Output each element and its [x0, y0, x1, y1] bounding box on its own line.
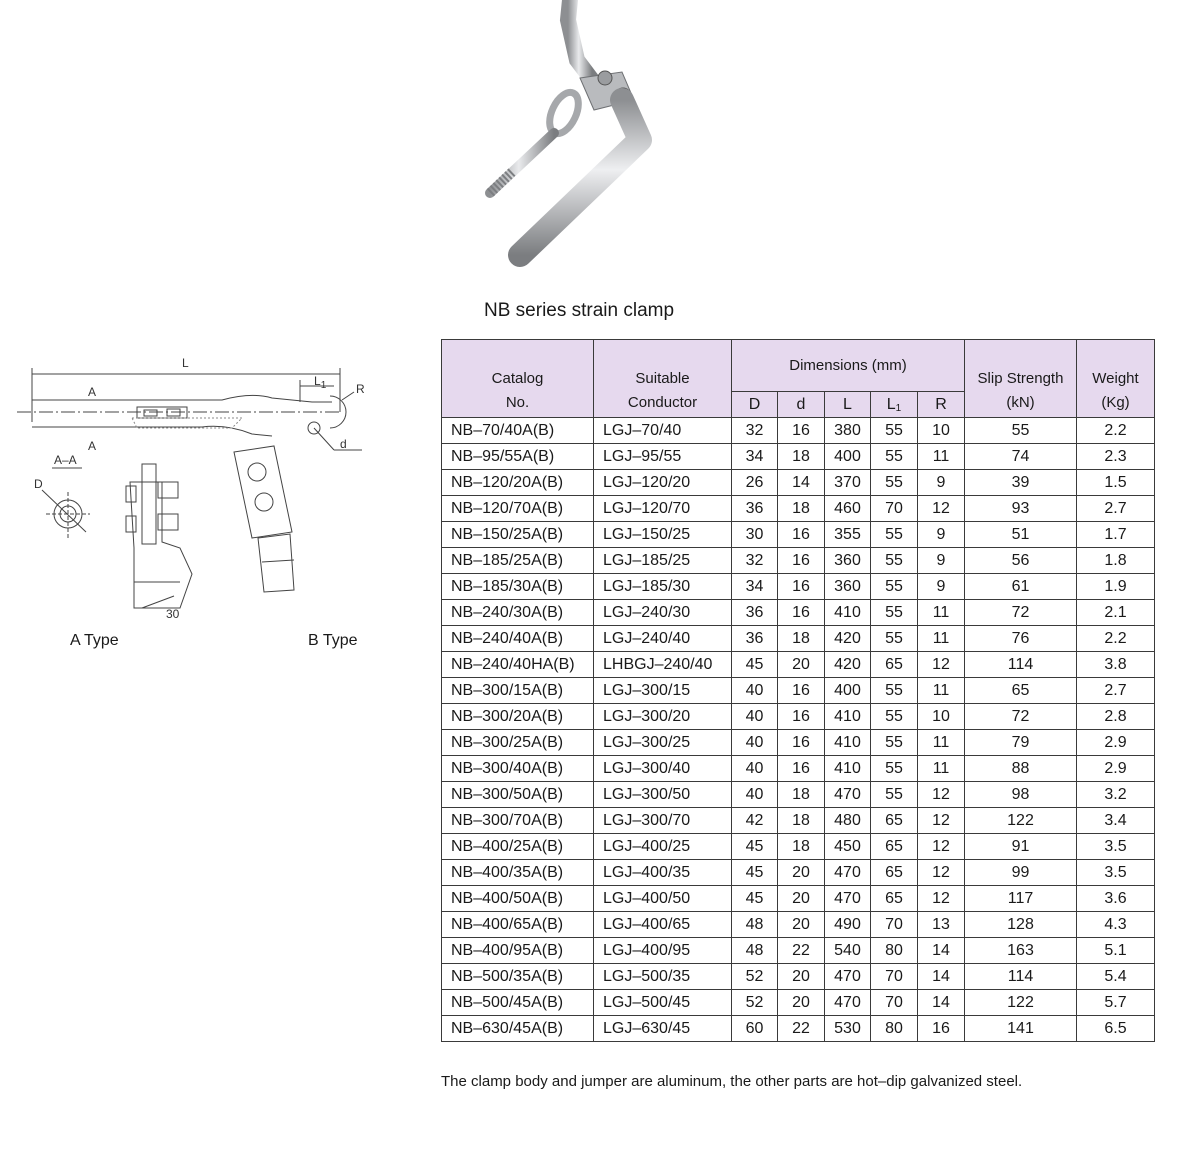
table-cell: 12 [918, 652, 965, 678]
table-cell: NB–300/40A(B) [442, 756, 594, 782]
table-cell: 16 [778, 522, 825, 548]
table-cell: 480 [825, 808, 871, 834]
table-cell: 55 [871, 444, 918, 470]
table-cell: LGJ–300/25 [594, 730, 732, 756]
table-row [442, 938, 1155, 964]
table-cell: 410 [825, 756, 871, 782]
table-cell: 55 [871, 678, 918, 704]
table-cell: LGJ–240/40 [594, 626, 732, 652]
table-cell: NB–400/95A(B) [442, 938, 594, 964]
table-cell: 74 [965, 444, 1077, 470]
table-cell: 91 [965, 834, 1077, 860]
table-cell: 76 [965, 626, 1077, 652]
table-row [442, 678, 1155, 704]
table-cell: 52 [732, 964, 778, 990]
table-cell: 2.8 [1077, 704, 1155, 730]
table-cell: 40 [732, 678, 778, 704]
table-row [442, 652, 1155, 678]
table-cell: 16 [778, 730, 825, 756]
table-cell: 360 [825, 548, 871, 574]
header-L: L [825, 392, 871, 418]
table-cell: NB–120/70A(B) [442, 496, 594, 522]
table-cell: 65 [871, 834, 918, 860]
dim-R: R [356, 382, 365, 396]
table-cell: LGJ–630/45 [594, 1016, 732, 1042]
table-cell: NB–300/70A(B) [442, 808, 594, 834]
table-cell: LHBGJ–240/40 [594, 652, 732, 678]
table-cell: 163 [965, 938, 1077, 964]
table-cell: 55 [871, 600, 918, 626]
table-row [442, 470, 1155, 496]
table-cell: 3.5 [1077, 834, 1155, 860]
table-cell: 65 [965, 678, 1077, 704]
table-cell: LGJ–300/20 [594, 704, 732, 730]
table-cell: 65 [871, 886, 918, 912]
table-cell: 55 [871, 704, 918, 730]
table-cell: NB–150/25A(B) [442, 522, 594, 548]
table-cell: 42 [732, 808, 778, 834]
table-cell: 22 [778, 938, 825, 964]
table-cell: 4.3 [1077, 912, 1155, 938]
table-row [442, 548, 1155, 574]
table-cell: 16 [778, 600, 825, 626]
b-type-label: B Type [308, 632, 358, 649]
table-cell: LGJ–240/30 [594, 600, 732, 626]
table-cell: NB–240/40HA(B) [442, 652, 594, 678]
table-cell: LGJ–300/15 [594, 678, 732, 704]
table-cell: 18 [778, 496, 825, 522]
technical-drawing [12, 352, 392, 662]
table-cell: 9 [918, 548, 965, 574]
table-cell: 16 [778, 704, 825, 730]
table-cell: 26 [732, 470, 778, 496]
table-cell: 2.2 [1077, 626, 1155, 652]
table-cell: 410 [825, 704, 871, 730]
table-cell: 18 [778, 626, 825, 652]
table-cell: 20 [778, 990, 825, 1016]
spec-body [442, 418, 1155, 1042]
table-cell: 380 [825, 418, 871, 444]
table-cell: 70 [871, 990, 918, 1016]
table-cell: 65 [871, 808, 918, 834]
table-cell: 2.1 [1077, 600, 1155, 626]
table-cell: 14 [918, 964, 965, 990]
table-cell: 2.9 [1077, 756, 1155, 782]
table-cell: 18 [778, 834, 825, 860]
table-cell: LGJ–500/45 [594, 990, 732, 1016]
table-row [442, 886, 1155, 912]
table-cell: NB–400/25A(B) [442, 834, 594, 860]
table-cell: 1.7 [1077, 522, 1155, 548]
table-cell: 20 [778, 912, 825, 938]
table-cell: 10 [918, 704, 965, 730]
table-cell: 45 [732, 886, 778, 912]
table-cell: LGJ–120/70 [594, 496, 732, 522]
table-cell: 13 [918, 912, 965, 938]
table-cell: 1.8 [1077, 548, 1155, 574]
table-cell: 410 [825, 730, 871, 756]
table-cell: 72 [965, 600, 1077, 626]
table-cell: 40 [732, 730, 778, 756]
header-slip: Slip Strength (kN) [965, 340, 1077, 418]
table-cell: 18 [778, 782, 825, 808]
table-cell: NB–400/65A(B) [442, 912, 594, 938]
dim-L: L [182, 356, 189, 370]
table-cell: 530 [825, 1016, 871, 1042]
table-row [442, 834, 1155, 860]
table-cell: 55 [871, 522, 918, 548]
table-cell: 420 [825, 652, 871, 678]
table-row [442, 574, 1155, 600]
header-L1: $L_1$ [871, 392, 918, 418]
table-cell: 40 [732, 782, 778, 808]
table-cell: 32 [732, 548, 778, 574]
table-cell: 16 [778, 678, 825, 704]
table-cell: 99 [965, 860, 1077, 886]
table-cell: 400 [825, 444, 871, 470]
table-cell: 93 [965, 496, 1077, 522]
table-cell: 20 [778, 886, 825, 912]
a-type-label: A Type [70, 632, 119, 649]
table-cell: 36 [732, 626, 778, 652]
table-cell: 9 [918, 522, 965, 548]
header-dimensions: Dimensions (mm) [732, 340, 965, 392]
table-row [442, 860, 1155, 886]
table-cell: 72 [965, 704, 1077, 730]
table-cell: NB–300/50A(B) [442, 782, 594, 808]
table-cell: 470 [825, 886, 871, 912]
table-row [442, 418, 1155, 444]
table-cell: 32 [732, 418, 778, 444]
table-cell: 45 [732, 834, 778, 860]
table-cell: 2.3 [1077, 444, 1155, 470]
table-cell: 14 [918, 990, 965, 1016]
table-cell: 98 [965, 782, 1077, 808]
header-d: d [778, 392, 825, 418]
table-cell: 11 [918, 626, 965, 652]
table-cell: LGJ–185/25 [594, 548, 732, 574]
angle-30: 30 [166, 607, 180, 621]
table-cell: 48 [732, 912, 778, 938]
table-cell: 11 [918, 730, 965, 756]
header-catalog: Catalog No. [442, 340, 594, 418]
table-cell: LGJ–400/50 [594, 886, 732, 912]
table-cell: 70 [871, 496, 918, 522]
table-cell: LGJ–400/95 [594, 938, 732, 964]
table-cell: NB–240/40A(B) [442, 626, 594, 652]
table-cell: 55 [871, 574, 918, 600]
table-cell: 9 [918, 574, 965, 600]
table-cell: 65 [871, 860, 918, 886]
table-cell: 355 [825, 522, 871, 548]
table-cell: LGJ–400/25 [594, 834, 732, 860]
table-cell: NB–95/55A(B) [442, 444, 594, 470]
dim-D: D [34, 477, 43, 491]
table-cell: 470 [825, 860, 871, 886]
dim-A-top: A [88, 385, 97, 399]
table-cell: 34 [732, 444, 778, 470]
table-cell: 360 [825, 574, 871, 600]
table-cell: 22 [778, 1016, 825, 1042]
table-cell: NB–185/25A(B) [442, 548, 594, 574]
table-cell: 30 [732, 522, 778, 548]
table-row [442, 496, 1155, 522]
table-row [442, 730, 1155, 756]
table-row [442, 808, 1155, 834]
table-cell: 79 [965, 730, 1077, 756]
table-cell: LGJ–400/65 [594, 912, 732, 938]
table-cell: NB–185/30A(B) [442, 574, 594, 600]
spec-table [441, 339, 1155, 1042]
table-cell: 55 [871, 470, 918, 496]
table-cell: 20 [778, 652, 825, 678]
header-weight: Weight (Kg) [1077, 340, 1155, 418]
table-cell: LGJ–300/40 [594, 756, 732, 782]
table-cell: 12 [918, 860, 965, 886]
table-cell: 122 [965, 808, 1077, 834]
table-cell: NB–630/45A(B) [442, 1016, 594, 1042]
table-cell: 11 [918, 444, 965, 470]
table-cell: 14 [918, 938, 965, 964]
table-cell: 55 [871, 756, 918, 782]
table-cell: 114 [965, 964, 1077, 990]
table-cell: 70 [871, 964, 918, 990]
table-row [442, 782, 1155, 808]
table-cell: 55 [965, 418, 1077, 444]
table-cell: 114 [965, 652, 1077, 678]
table-cell: 55 [871, 548, 918, 574]
caption: NB series strain clamp [484, 300, 675, 321]
header-D: D [732, 392, 778, 418]
table-cell: NB–400/50A(B) [442, 886, 594, 912]
table-cell: 16 [918, 1016, 965, 1042]
table-row [442, 912, 1155, 938]
table-cell: 12 [918, 496, 965, 522]
table-cell: 16 [778, 418, 825, 444]
table-cell: 2.9 [1077, 730, 1155, 756]
table-cell: 36 [732, 600, 778, 626]
table-cell: 55 [871, 626, 918, 652]
table-cell: LGJ–500/35 [594, 964, 732, 990]
table-cell: 45 [732, 860, 778, 886]
table-row [442, 1016, 1155, 1042]
table-cell: NB–70/40A(B) [442, 418, 594, 444]
table-cell: 36 [732, 496, 778, 522]
dim-A-bottom: A [88, 439, 97, 453]
table-row [442, 964, 1155, 990]
table-cell: 80 [871, 1016, 918, 1042]
table-cell: 18 [778, 444, 825, 470]
table-row [442, 522, 1155, 548]
table-cell: 12 [918, 808, 965, 834]
footnote: The clamp body and jumper are aluminum, the other parts are hot–dip galvanized steel. [441, 1073, 1023, 1090]
table-cell: 12 [918, 886, 965, 912]
header-conductor: Suitable Conductor [594, 340, 732, 418]
table-cell: 470 [825, 990, 871, 1016]
table-cell: 39 [965, 470, 1077, 496]
table-cell: LGJ–400/35 [594, 860, 732, 886]
table-cell: NB–400/35A(B) [442, 860, 594, 886]
table-cell: LGJ–120/20 [594, 470, 732, 496]
table-cell: 70 [871, 912, 918, 938]
table-row [442, 444, 1155, 470]
table-cell: 3.2 [1077, 782, 1155, 808]
table-cell: 16 [778, 548, 825, 574]
table-cell: 20 [778, 860, 825, 886]
table-cell: 55 [871, 730, 918, 756]
table-cell: 122 [965, 990, 1077, 1016]
table-cell: 14 [778, 470, 825, 496]
table-cell: 88 [965, 756, 1077, 782]
table-cell: 450 [825, 834, 871, 860]
header-R: R [918, 392, 965, 418]
table-cell: 2.2 [1077, 418, 1155, 444]
table-row [442, 626, 1155, 652]
table-cell: 11 [918, 756, 965, 782]
table-row [442, 990, 1155, 1016]
table-cell: 18 [778, 808, 825, 834]
table-cell: 128 [965, 912, 1077, 938]
dim-L1: $L_1$ [314, 374, 327, 391]
table-cell: 61 [965, 574, 1077, 600]
table-cell: 117 [965, 886, 1077, 912]
table-cell: 51 [965, 522, 1077, 548]
table-cell: NB–300/15A(B) [442, 678, 594, 704]
table-cell: 540 [825, 938, 871, 964]
table-cell: 80 [871, 938, 918, 964]
table-cell: 12 [918, 782, 965, 808]
table-row [442, 704, 1155, 730]
table-cell: 2.7 [1077, 678, 1155, 704]
table-cell: 400 [825, 678, 871, 704]
table-cell: 1.5 [1077, 470, 1155, 496]
table-cell: 3.5 [1077, 860, 1155, 886]
table-cell: 141 [965, 1016, 1077, 1042]
table-cell: NB–500/35A(B) [442, 964, 594, 990]
table-cell: 5.4 [1077, 964, 1155, 990]
table-cell: 410 [825, 600, 871, 626]
table-cell: 40 [732, 756, 778, 782]
table-cell: 65 [871, 652, 918, 678]
table-cell: LGJ–300/50 [594, 782, 732, 808]
table-row [442, 600, 1155, 626]
table-cell: 11 [918, 600, 965, 626]
table-cell: 370 [825, 470, 871, 496]
table-cell: 20 [778, 964, 825, 990]
table-cell: 60 [732, 1016, 778, 1042]
table-cell: NB–500/45A(B) [442, 990, 594, 1016]
table-cell: 52 [732, 990, 778, 1016]
table-cell: 56 [965, 548, 1077, 574]
table-cell: 3.4 [1077, 808, 1155, 834]
table-cell: NB–240/30A(B) [442, 600, 594, 626]
table-cell: 470 [825, 782, 871, 808]
section-label: A–A [54, 453, 77, 467]
product-photo [462, 0, 712, 290]
table-cell: 6.5 [1077, 1016, 1155, 1042]
table-cell: 460 [825, 496, 871, 522]
table-cell: 2.7 [1077, 496, 1155, 522]
table-cell: 490 [825, 912, 871, 938]
table-row [442, 756, 1155, 782]
table-cell: 40 [732, 704, 778, 730]
table-cell: 55 [871, 418, 918, 444]
table-cell: LGJ–300/70 [594, 808, 732, 834]
table-cell: 11 [918, 678, 965, 704]
table-cell: 16 [778, 756, 825, 782]
table-cell: 12 [918, 834, 965, 860]
table-cell: NB–120/20A(B) [442, 470, 594, 496]
table-cell: LGJ–150/25 [594, 522, 732, 548]
table-cell: 45 [732, 652, 778, 678]
table-cell: LGJ–70/40 [594, 418, 732, 444]
table-cell: 470 [825, 964, 871, 990]
table-cell: 5.7 [1077, 990, 1155, 1016]
table-cell: 420 [825, 626, 871, 652]
table-cell: 34 [732, 574, 778, 600]
table-cell: 10 [918, 418, 965, 444]
table-cell: LGJ–95/55 [594, 444, 732, 470]
table-cell: 16 [778, 574, 825, 600]
table-cell: 3.6 [1077, 886, 1155, 912]
table-cell: 5.1 [1077, 938, 1155, 964]
table-cell: 48 [732, 938, 778, 964]
table-cell: NB–300/25A(B) [442, 730, 594, 756]
table-cell: 3.8 [1077, 652, 1155, 678]
table-cell: LGJ–185/30 [594, 574, 732, 600]
table-cell: NB–300/20A(B) [442, 704, 594, 730]
table-cell: 55 [871, 782, 918, 808]
table-cell: 1.9 [1077, 574, 1155, 600]
table-cell: 9 [918, 470, 965, 496]
dim-d: d [340, 437, 347, 451]
